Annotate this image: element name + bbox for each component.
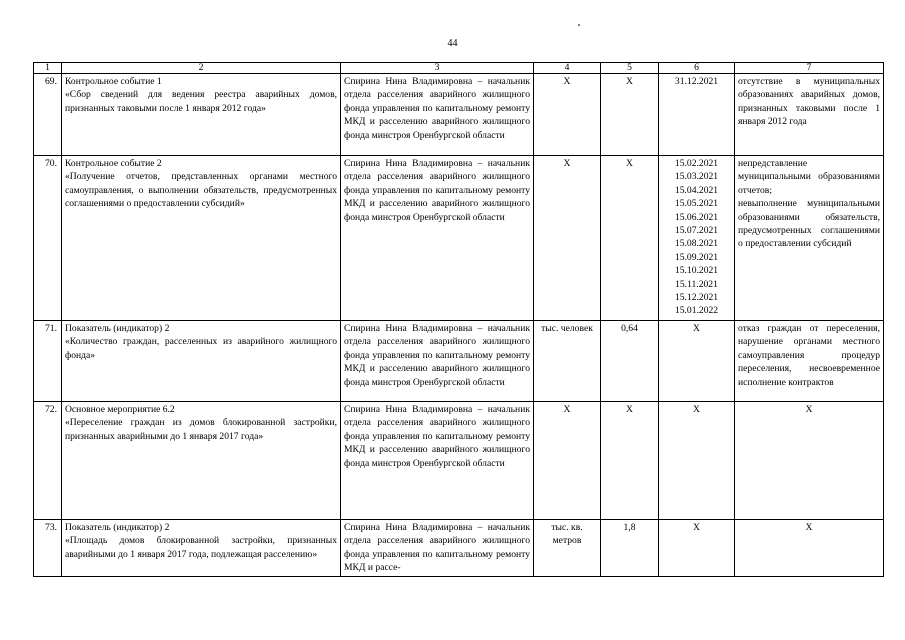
risk-cell <box>735 156 884 321</box>
row-number: 69. <box>34 74 62 156</box>
date-item: 15.02.2021 <box>674 158 719 169</box>
responsible-person: Спирина Нина Владимировна – начальник отдела расселения аварийного жилищного фонда управления по капитальному ремонту МКД и расселению аварийного жилищного фонда минстроя Оренбургской области <box>341 321 534 402</box>
header-cell: 2 <box>62 63 341 74</box>
dates-cell <box>659 520 735 577</box>
responsible-person: Спирина Нина Владимировна – начальник отдела расселения аварийного жилищного фонда управления по капитальному ремонту МКД и расселению аварийного жилищного фонда минстроя Оренбургской области <box>341 156 534 321</box>
event-name <box>62 74 341 156</box>
event-name-text: Контрольное событие 2 «Получение отчетов, представленных органами местного самоуправления, о выполнении обязательств, предусмотренных соглашениями о предоставлении субсидий» <box>65 158 337 210</box>
risk-cell: отказ граждан от переселения, нарушение органами местного самоуправления процедур переселения, несвоевременное исполнение контрактов <box>735 321 884 402</box>
header-cell: 5 <box>601 63 659 74</box>
unit-cell: тыс. человек <box>534 321 601 402</box>
event-name <box>62 321 341 402</box>
date-item: 15.10.2021 <box>674 265 719 277</box>
date-item: X <box>693 404 700 415</box>
dates-cell <box>659 321 735 402</box>
row-number: 71. <box>34 321 62 402</box>
table-row <box>34 321 884 402</box>
unit-cell: X <box>534 74 601 156</box>
row-number: 73. <box>34 520 62 577</box>
date-item: 15.12.2021 <box>674 292 719 304</box>
value-cell: X <box>601 156 659 321</box>
header-cell: 6 <box>659 63 735 74</box>
event-name-text: Показатель (индикатор) 2 «Площадь домов блокированной застройки, признанных аварийными до 1 января 2017 года, подлежащая расселению» <box>65 522 337 560</box>
date-item: 31.12.2021 <box>674 76 719 87</box>
dates-cell <box>659 74 735 156</box>
value-cell: 0,64 <box>601 321 659 402</box>
table-row <box>34 402 884 520</box>
header-row <box>34 63 884 74</box>
value-cell: X <box>601 74 659 156</box>
responsible-person: Спирина Нина Владимировна – начальник отдела расселения аварийного жилищного фонда управления по капитальному ремонту МКД и расселению аварийного жилищного фонда минстроя Оренбургской области <box>341 74 534 156</box>
responsible-person: Спирина Нина Владимировна – начальник отдела расселения аварийного жилищного фонда управления по капитальному ремонту МКД и расселению аварийного жилищного фонда минстроя Оренбургской области <box>341 402 534 520</box>
header-cell: 1 <box>34 63 62 74</box>
date-item: 15.01.2022 <box>674 305 719 317</box>
date-item: 15.05.2021 <box>674 198 719 210</box>
date-item: 15.09.2021 <box>674 251 719 263</box>
table-row <box>34 74 884 156</box>
date-item: 15.11.2021 <box>675 278 718 290</box>
event-name-text: Основное мероприятие 6.2 «Переселение граждан из домов блокированной застройки, признанных аварийными до 1 января 2017 года» <box>65 404 337 442</box>
event-name <box>62 402 341 520</box>
date-item: 15.06.2021 <box>674 211 719 223</box>
page-number: 44 <box>447 38 458 49</box>
event-name-text: Показатель (индикатор) 2 «Количество граждан, расселенных из аварийного жилищного фонда» <box>65 323 337 361</box>
dates-cell <box>659 402 735 520</box>
responsible-person: Спирина Нина Владимировна – начальник отдела расселения аварийного жилищного фонда управления по капитальному ремонту МКД и рассе- <box>341 520 534 577</box>
date-item: X <box>693 323 700 334</box>
header-cell: 7 <box>735 63 884 74</box>
date-item: 15.03.2021 <box>674 171 719 183</box>
date-item: X <box>693 522 700 533</box>
unit-cell: тыс. кв. метров <box>534 520 601 577</box>
row-number: 70. <box>34 156 62 321</box>
table-row <box>34 520 884 577</box>
event-name <box>62 520 341 577</box>
row-number: 72. <box>34 402 62 520</box>
event-name <box>62 156 341 321</box>
date-item: 15.08.2021 <box>674 238 719 250</box>
scan-speck <box>578 24 580 26</box>
risk-cell: X <box>735 402 884 520</box>
header-cell: 4 <box>534 63 601 74</box>
date-item: 15.04.2021 <box>674 184 719 196</box>
document-table <box>33 62 884 577</box>
unit-cell: X <box>534 156 601 321</box>
risk-text: непредставление муниципальными образованиями отчетов; невыполнение муниципальными образованиями обязательств, предусмотренных соглашениями о предоставлении субсидий <box>738 158 880 250</box>
risk-cell: отсутствие в муниципальных образованиях аварийных домов, признанных таковыми после 1 января 2012 года <box>735 74 884 156</box>
value-cell: 1,8 <box>601 520 659 577</box>
header-cell: 3 <box>341 63 534 74</box>
date-item: 15.07.2021 <box>674 225 719 237</box>
event-name-text: Контрольное событие 1 «Сбор сведений для ведения реестра аварийных домов, признанных таковыми после 1 января 2012 года» <box>65 76 337 114</box>
value-cell: X <box>601 402 659 520</box>
risk-cell: X <box>735 520 884 577</box>
dates-cell <box>659 156 735 321</box>
table-row <box>34 156 884 321</box>
unit-cell: X <box>534 402 601 520</box>
